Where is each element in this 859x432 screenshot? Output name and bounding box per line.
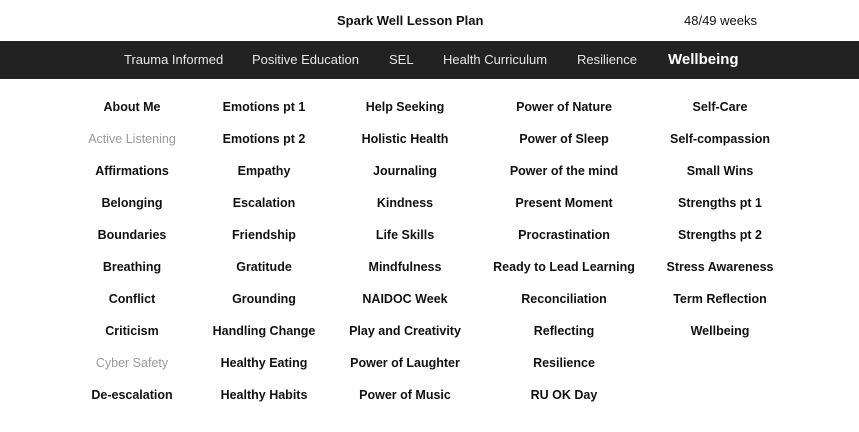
lesson-link[interactable]: Journaling <box>373 164 437 178</box>
lesson-link[interactable]: Life Skills <box>375 228 435 242</box>
lesson-link[interactable]: Ready to Lead Learning <box>493 260 635 274</box>
app-title: Spark Well Lesson Plan <box>337 13 484 28</box>
tab-resilience[interactable]: Resilience <box>577 52 637 67</box>
lesson-link[interactable]: Breathing <box>102 260 162 274</box>
lesson-link[interactable]: Empathy <box>237 164 291 178</box>
lesson-link[interactable]: De-escalation <box>91 388 173 402</box>
lesson-link[interactable]: Reconciliation <box>521 292 607 306</box>
lesson-link: Cyber Safety <box>95 356 169 370</box>
top-bar <box>0 0 859 41</box>
lesson-link[interactable]: Healthy Habits <box>220 388 308 402</box>
lesson-link[interactable]: Power of Nature <box>516 100 612 114</box>
lesson-link[interactable]: Strengths pt 2 <box>677 228 763 242</box>
lesson-link[interactable]: Procrastination <box>518 228 610 242</box>
lesson-link[interactable]: Conflict <box>108 292 156 306</box>
lesson-link: Active Listening <box>88 132 176 146</box>
lesson-link[interactable]: Wellbeing <box>690 324 750 338</box>
lesson-link[interactable]: Kindness <box>376 196 434 210</box>
lesson-link[interactable]: Friendship <box>232 228 296 242</box>
lesson-link[interactable]: Power of Sleep <box>519 132 609 146</box>
lesson-link[interactable]: Power of Music <box>359 388 451 402</box>
lesson-link[interactable]: Handling Change <box>212 324 316 338</box>
lesson-link[interactable]: NAIDOC Week <box>362 292 448 306</box>
lesson-link[interactable]: Mindfulness <box>368 260 442 274</box>
lesson-link[interactable]: Power of Laughter <box>350 356 460 370</box>
weeks-counter: 48/49 weeks <box>684 13 757 28</box>
lesson-link[interactable]: Criticism <box>105 324 159 338</box>
lesson-link[interactable]: Reflecting <box>533 324 595 338</box>
lesson-link[interactable]: Present Moment <box>515 196 613 210</box>
lesson-link[interactable]: Power of the mind <box>509 164 619 178</box>
lesson-link[interactable]: Belonging <box>101 196 163 210</box>
tab-positive-education[interactable]: Positive Education <box>252 52 359 67</box>
lesson-link[interactable]: Strengths pt 1 <box>677 196 763 210</box>
lesson-link[interactable]: Boundaries <box>97 228 167 242</box>
lesson-link[interactable]: Emotions pt 2 <box>222 132 306 146</box>
lesson-link[interactable]: Term Reflection <box>673 292 767 306</box>
lesson-link[interactable]: Help Seeking <box>365 100 445 114</box>
lesson-link[interactable]: About Me <box>103 100 161 114</box>
lesson-link[interactable]: Self-compassion <box>669 132 771 146</box>
lesson-link[interactable]: Grounding <box>232 292 296 306</box>
lesson-link[interactable]: Holistic Health <box>361 132 449 146</box>
lesson-link[interactable]: Escalation <box>232 196 296 210</box>
tab-trauma-informed[interactable]: Trauma Informed <box>124 52 224 67</box>
lesson-link[interactable]: Self-Care <box>692 100 748 114</box>
category-nav <box>0 41 859 79</box>
tab-health-curriculum[interactable]: Health Curriculum <box>443 52 548 67</box>
lesson-link[interactable]: Affirmations <box>95 164 169 178</box>
lesson-link[interactable]: Healthy Eating <box>220 356 308 370</box>
lesson-link[interactable]: Stress Awareness <box>666 260 774 274</box>
lesson-link[interactable]: Small Wins <box>686 164 754 178</box>
tab-sel[interactable]: SEL <box>389 52 414 67</box>
lesson-link[interactable]: RU OK Day <box>530 388 598 402</box>
lesson-link[interactable]: Emotions pt 1 <box>222 100 306 114</box>
lesson-link[interactable]: Gratitude <box>236 260 292 274</box>
lesson-link[interactable]: Resilience <box>533 356 595 370</box>
tab-wellbeing[interactable]: Wellbeing <box>668 51 739 68</box>
lesson-link[interactable]: Play and Creativity <box>349 324 461 338</box>
